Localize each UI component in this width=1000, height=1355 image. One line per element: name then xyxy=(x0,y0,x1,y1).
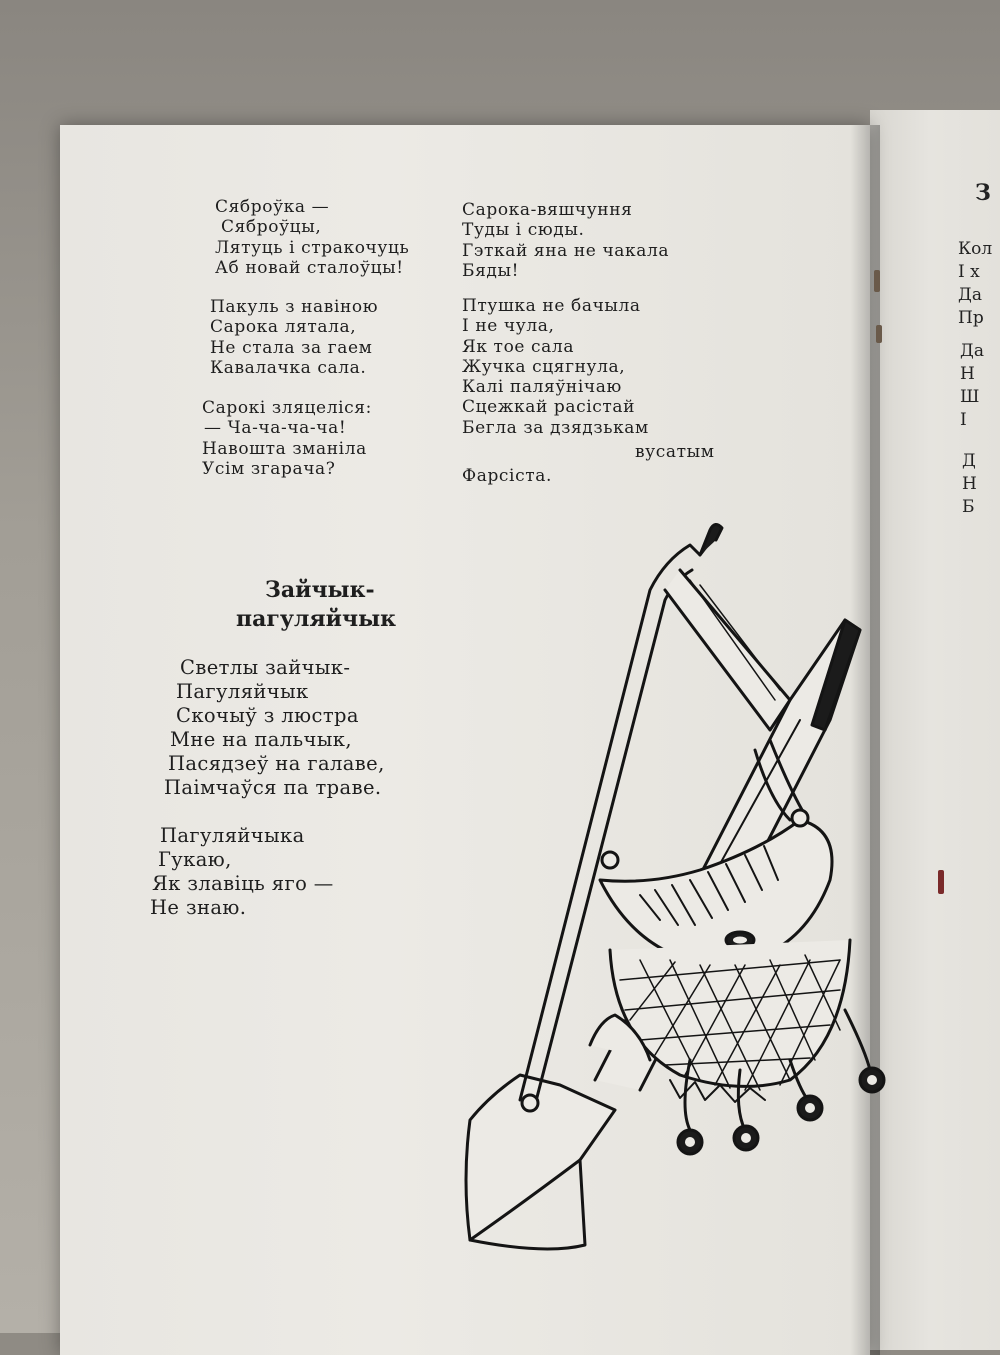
poem-line: Як злавіць яго — xyxy=(152,872,334,895)
poem-line: Кавалачка сала. xyxy=(210,357,367,378)
next-page-line: Б xyxy=(962,497,975,517)
poem-line: Пасядзеў на галаве, xyxy=(168,752,385,775)
poem-line: Сяброўка — xyxy=(215,197,330,217)
poem-line: Жучка сцягнула, xyxy=(462,356,626,377)
poem-line: Сарокі зляцеліся: xyxy=(202,398,372,418)
poem-line: Як тое сала xyxy=(462,336,575,357)
next-page-line: Кол xyxy=(958,239,993,259)
poem-line: І не чула, xyxy=(462,316,555,337)
bag-strap xyxy=(665,570,790,730)
poem-line: Аб новай сталоўцы! xyxy=(215,257,404,278)
next-page-line: Да xyxy=(960,341,984,361)
poem-line: Сарока лятала, xyxy=(210,317,357,338)
poem-line: Пакуль з навіною xyxy=(210,297,379,317)
poem2-title-line-2: пагуляйчык xyxy=(236,606,397,632)
poem-line: Светлы зайчык- xyxy=(180,656,351,679)
gun-stock xyxy=(466,1075,615,1240)
poem-line: Сцежкай расістай xyxy=(462,397,636,418)
poem-line: Гэткай яна не чакала xyxy=(462,240,670,261)
poem-line: Бегла за дзядзькам xyxy=(462,417,649,438)
next-page-line: Д xyxy=(962,451,976,471)
poem-line: Не знаю. xyxy=(150,896,247,919)
poem-line: — Ча-ча-ча-ча! xyxy=(204,418,347,439)
poem-line: Пагуляйчыка xyxy=(160,824,305,847)
poem-line: Паімчаўся па траве. xyxy=(164,776,382,799)
poem-line: Туды і сюды. xyxy=(462,220,585,241)
next-page-heading: З xyxy=(975,180,991,206)
next-page-line: Ш xyxy=(960,387,980,407)
poem-line: Птушка не бачыла xyxy=(462,296,641,316)
next-page-line: Пр xyxy=(958,308,984,328)
poem-line: Навошта зманіла xyxy=(202,438,367,459)
next-page-line: Н xyxy=(962,474,977,494)
next-page-line: І xyxy=(960,410,967,430)
next-page-line: Да xyxy=(958,285,982,305)
poem-line: Скочыў з люстра xyxy=(176,704,359,727)
poem-line: Мне на пальчык, xyxy=(170,728,352,751)
poem-line: Пагуляйчык xyxy=(176,680,309,703)
poem-line: Калі паляўнічаю xyxy=(462,377,622,398)
poem-line: Не стала за гаем xyxy=(210,337,373,358)
poem-line: Лятуць і стракочуць xyxy=(215,237,410,258)
poem-line: вусатым xyxy=(635,442,715,462)
poem-line: Фарсіста. xyxy=(462,466,552,486)
poem-line: Усім згарача? xyxy=(202,458,336,479)
poem-line: Гукаю, xyxy=(158,848,232,871)
next-page-line: І х xyxy=(958,262,980,282)
poem2-title-line-1: Зайчык- xyxy=(265,577,375,603)
poem-line: Сарока-вяшчуння xyxy=(462,200,633,220)
next-page-line: Н xyxy=(960,364,975,384)
poem-line: Бяды! xyxy=(462,260,520,281)
poem-line: Сяброўцы, xyxy=(221,217,322,238)
